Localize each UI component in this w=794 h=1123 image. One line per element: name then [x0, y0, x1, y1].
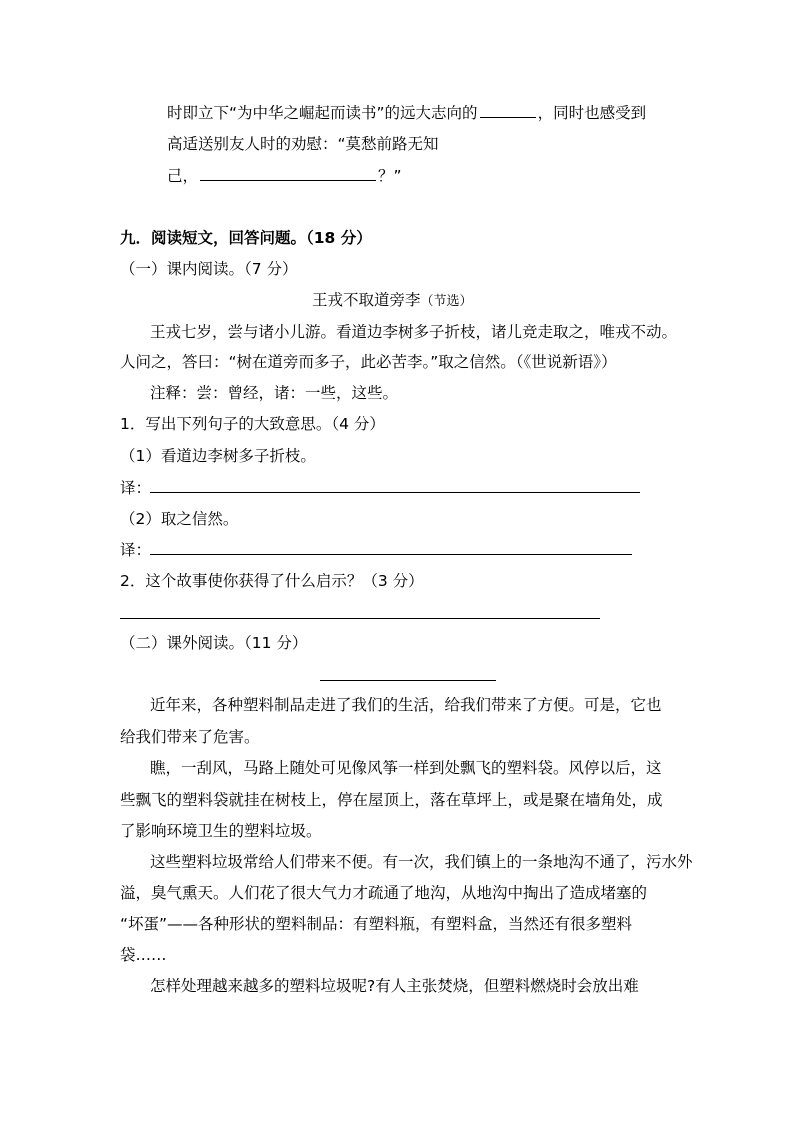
section-9-title: 九．阅读短文，回答问题。（18 分） [120, 229, 372, 247]
question-2: 2．这个故事使你获得了什么启示？（3 分） [120, 572, 424, 590]
annotation: 注释：尝：曾经，诸：一些，这些。 [150, 384, 399, 402]
translate-answer-line-1[interactable] [150, 492, 640, 493]
passage-p2-line-1: 瞧，一刮风，马路上随处可见像风筝一样到处飘飞的塑料袋。风停以后，这 [150, 759, 662, 777]
question-1-1: （1）看道边李树多子折枝。 [120, 447, 316, 465]
passage-p1-line-2: 给我们带来了危害。 [120, 728, 260, 746]
passage-p1-line-1: 近年来，各种塑料制品走进了我们的生活，给我们带来了方便。可是，它也 [150, 696, 662, 714]
question-2-answer-line[interactable] [120, 618, 600, 619]
translate-answer-line-2[interactable] [150, 554, 632, 555]
passage-p3-line-1: 这些塑料垃圾常给人们带来不便。有一次，我们镇上的一条地沟不通了，污水外 [150, 853, 693, 871]
translate-label-1: 译： [120, 479, 152, 497]
passage-p3-line-4: 袋…… [120, 946, 167, 964]
classical-text-line-1: 王戎七岁，尝与诸小儿游。看道边李树多子折枝，诸儿竞走取之，唯戎不动。 [150, 323, 678, 341]
top-line-1-text-b: ，同时也感受到 [537, 104, 647, 122]
classical-text-line-2: 人问之，答曰：“树在道旁而多子，此必苦李。”取之信然。（《世说新语》） [120, 353, 617, 371]
top-line-1 [167, 101, 646, 124]
answer-blank-1[interactable] [480, 101, 536, 118]
top-line-3 [167, 164, 402, 187]
passage-p3-line-2: 溢，臭气熏天。人们花了很大气力才疏通了地沟，从地沟中掏出了造成堵塞的 [120, 884, 648, 902]
top-line-1-text-a: 时即立下“为中华之崛起而读书”的远大志向的 [167, 104, 478, 122]
passage-p4-line-1: 怎样处理越来越多的塑料垃圾呢?有人主张焚烧，但塑料燃烧时会放出难 [150, 977, 639, 995]
top-line-3-text-a: 己， [167, 167, 199, 185]
article-title [312, 289, 473, 313]
translate-label-2: 译： [120, 541, 152, 559]
part-2-header: （二）课外阅读。（11 分） [120, 634, 308, 652]
top-line-3-text-b: ？” [378, 167, 402, 185]
article-title-text: 王戎不取道旁李 [312, 291, 421, 309]
question-1: 1．写出下列句子的大致意思。（4 分） [120, 415, 385, 433]
top-line-2: 高适送别友人时的劝慰：“莫愁前路无知 [167, 135, 439, 153]
part-1-header: （一）课内阅读。（7 分） [120, 260, 298, 278]
article-title-note: （节选） [420, 294, 473, 309]
passage-p2-line-2: 些飘飞的塑料袋就挂在树枝上，停在屋顶上，落在草坪上，或是聚在墙角处，成 [120, 791, 663, 809]
passage-p3-line-3: “坏蛋”——各种形状的塑料制品：有塑料瓶，有塑料盒，当然还有很多塑料 [120, 915, 633, 933]
answer-blank-2[interactable] [200, 164, 376, 181]
passage-title-blank[interactable] [320, 680, 496, 681]
question-1-2: （2）取之信然。 [120, 510, 239, 528]
passage-p2-line-3: 了影响环境卫生的塑料垃圾。 [120, 822, 322, 840]
